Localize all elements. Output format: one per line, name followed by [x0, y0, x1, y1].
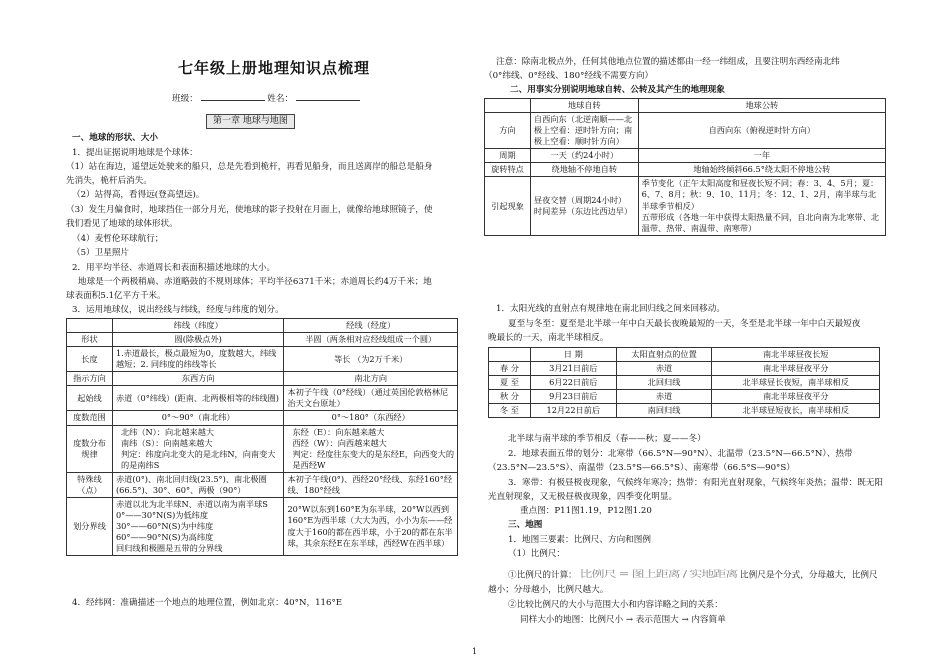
table-header-cell: 太阳直射点的位置 [616, 348, 712, 362]
solstice-equinox-table [488, 347, 880, 418]
table-cell: 20°W以东到160°E为东半球，20°W以西到160°E为西半球（大大为西，小小为东——经度大于160的都在西半球，小于20的都在东半球，其余东经E在东半球，西经W在西半球） [284, 497, 458, 555]
text-line: 先消失，桅杆后消失。 [66, 176, 152, 186]
row-label: 秋 分 [489, 390, 531, 404]
table-cell: 赤道（0°纬线）(距南、北两极相等的纬线圈) [112, 386, 284, 411]
name-blank [296, 92, 360, 101]
table-cell: 南北半球昼夜平分 [712, 362, 880, 376]
table-cell: 东经（E）：向东越来越大 西经（W）：向西越来越大 判定：经度往东变大的是东经E，向西变大的是西经W [284, 425, 458, 472]
table-cell: 北纬（N）：向北越来越大 南纬（S）：向南越来越大 判定：纬度向北变大的是北纬N，向南变大的是南纬S [112, 425, 284, 472]
text-line: 北半球与南半球的季节相反（春——秋；夏——冬） [508, 434, 706, 444]
text-line: 2．地球表面五带的划分：北寒带（66.5°N—90°N）、北温带（23.5°N—66.5°N）、热带 [508, 449, 853, 459]
table-header-cell: 地球公转 [638, 99, 885, 113]
page-title: 七年级上册地理知识点梳理 [178, 59, 371, 77]
text-line: 越小；分母越小，比例尺越大。 [488, 585, 609, 595]
text-line: 注意：除南北极点外，任何其他地点位置的描述都由一经一纬组成，且要注明东西经南北纬 [496, 57, 840, 67]
table-cell: 0°～180°（东西经） [284, 411, 458, 425]
text-line: 4．经纬网：准确描述一个地点的地理位置，例如北京：40°N，116°E [72, 598, 343, 608]
table-cell: 南北半球昼夜平分 [712, 390, 880, 404]
table-cell: 本初子午线（0°经线）（通过英国伦敦格林尼治天文台原址） [284, 386, 458, 411]
text-line: 1．提出证据说明地球是个球体： [72, 148, 198, 158]
text-line: 3．寒带：有极昼极夜现象，气候终年寒冷；热带：有阳光直射现象，气候终年炎热；温带：既无阳 [508, 478, 884, 488]
table-row [67, 347, 458, 372]
section-heading-3: 三、地图 [508, 520, 543, 530]
text-line: 重点图：P11图1.19，P12图1.20 [520, 506, 652, 516]
name-label: 姓名： [267, 94, 294, 104]
text-line: （23.5°N—23.5°S）、南温带（23.5°S—66.5°S）、南寒带（66.5°S—90°S） [488, 463, 795, 473]
class-name-line [172, 92, 360, 105]
table-cell [67, 319, 113, 333]
table-cell: 南回归线 [616, 404, 712, 418]
table-row [67, 472, 458, 497]
table-row [67, 411, 458, 425]
scale-calc-text: 比例尺是个分式，分母越大，比例尺 [740, 570, 878, 581]
text-line: （1）比例尺： [508, 549, 566, 559]
table-header-cell: 南北半球昼夜长短 [712, 348, 880, 362]
scale-calc-label: ①比例尺的计算： [508, 570, 577, 581]
text-line: 晚最长的一天，南北半球相反。 [488, 333, 609, 343]
table-cell [485, 99, 531, 113]
table-header-cell: 地球自转 [530, 99, 638, 113]
table-row [67, 333, 458, 347]
table-row [489, 390, 880, 404]
text-line: （3）发生月偏食时，地球挡住一部分月光，使地球的影子投射在月面上，就像给地球照镜子，使 [66, 205, 433, 215]
row-label: 方向 [485, 113, 531, 149]
table-cell: 东西方向 [112, 372, 284, 386]
table-row [485, 113, 886, 149]
text-line: 3．运用地球仪，说出经线与纬线，经度与纬度的划分。 [72, 305, 284, 315]
table-cell: 北回归线 [616, 376, 712, 390]
table-cell: 6月22日前后 [530, 376, 616, 390]
text-line: （4）麦哲伦环球航行； [72, 234, 164, 244]
row-label: 指示方向 [67, 372, 113, 386]
table-cell: 地轴始终倾斜66.5°绕太阳不停地公转 [638, 163, 885, 177]
scale-formula: 比例尺 = 图上距离 / 实地距离 [579, 569, 738, 580]
table-cell: 北半球昼长夜短，南半球相反 [712, 376, 880, 390]
table-cell [489, 348, 531, 362]
text-line: 我们看见了地球的球体形状。 [66, 219, 178, 229]
table-cell: 半圆（两条相对应经线组成一个圆） [284, 333, 458, 347]
table-cell: 0°～90°（南北纬） [112, 411, 284, 425]
table-cell: 季节变化（正午太阳高度和昼夜长短不同；春：3、4、5月；夏：6、7、8月；秋：9、10、11月；冬：12、1、2月，南半球与北半球季节相反） 五带形成（各地一年中获得太阳热量不同，自北向南为北寒带、北温带、热带、南温带、南寒带） [638, 177, 885, 235]
table-row [67, 386, 458, 411]
table-cell: 绕地轴不停地自转 [530, 163, 638, 177]
text-line: 夏至与冬至：夏至是北半球一年中白天最长夜晚最短的一天，冬至是北半球一年中白天最短夜 [508, 319, 861, 329]
table-header-cell: 纬线（纬度） [112, 319, 284, 333]
table-cell: 圆(除极点外) [112, 333, 284, 347]
table-cell: 赤道(0°)、南北回归线(23.5°)、南北极圈(66.5°)、30°、60°、两极（90°） [112, 472, 284, 497]
row-label: 冬 至 [489, 404, 531, 418]
table-cell: 昼夜交替（周期24小时） 时间差异（东边比西边早） [530, 177, 638, 235]
table-header-cell: 日 期 [530, 348, 616, 362]
table-cell: 赤道 [616, 362, 712, 376]
row-label: 形状 [67, 333, 113, 347]
row-label: 特殊线（点） [67, 472, 113, 497]
text-line [508, 566, 878, 584]
row-label: 起始线 [67, 386, 113, 411]
text-line: （0°纬线、0°经线、180°经线不需要方向） [484, 71, 654, 81]
row-label: 周期 [485, 149, 531, 163]
text-line: 地球是一个两极稍扁、赤道略鼓的不规则球体；平均半径6371千米；赤道周长约4万千米；地 [78, 277, 432, 287]
table-cell: 9月23日前后 [530, 390, 616, 404]
text-line: （5）卫星照片 [72, 248, 130, 258]
row-label: 夏 至 [489, 376, 531, 390]
table-cell: 3月21日前后 [530, 362, 616, 376]
table-row [489, 376, 880, 390]
table-cell: 等长 （为2万千米） [284, 347, 458, 372]
table-row [485, 163, 886, 177]
table-row [489, 404, 880, 418]
latitude-longitude-table [66, 318, 458, 556]
text-line: 1．地图三要素：比例尺、方向和图例 [508, 535, 651, 545]
text-line: （1）站在海边，遥望远处驶来的船只，总是先看到桅杆，再看见船身，而且送离岸的船总是船身 [66, 162, 433, 172]
table-row [485, 149, 886, 163]
table-row [67, 372, 458, 386]
text-line: 1．太阳光线的直射点有规律地在南北回归线之间来回移动。 [496, 304, 725, 314]
section-heading-1: 一、地球的形状、大小 [72, 133, 158, 143]
table-header-cell: 经线（经度） [284, 319, 458, 333]
row-label: 划分界线 [67, 497, 113, 555]
text-line: （2）站得高，看得远(登高望远)。 [72, 190, 205, 200]
table-cell: 12月22日前后 [530, 404, 616, 418]
table-row [67, 425, 458, 472]
class-label: 班级： [172, 94, 198, 104]
table-cell: 北半球昼短夜长，南半球相反 [712, 404, 880, 418]
table-row [67, 497, 458, 555]
row-label: 度数范围 [67, 411, 113, 425]
class-blank [201, 92, 265, 101]
chapter-heading: 第一章 地球与地图 [206, 114, 295, 129]
table-cell: 一年 [638, 149, 885, 163]
section-heading-2: 二、用事实分别说明地球自转、公转及其产生的地理现象 [510, 85, 725, 95]
table-cell: 自西向东（俯视逆时针方向） [638, 113, 885, 149]
table-cell: 赤道 [616, 390, 712, 404]
table-row [485, 177, 886, 235]
table-cell: 1.赤道最长，极点最短为0，度数越大，纬线越短；2. 同纬度的纬线等长 [112, 347, 284, 372]
row-label: 引起现象 [485, 177, 531, 235]
table-row [489, 362, 880, 376]
table-cell: 本初子午线(0°)、西经20°经线、东经160°经线、180°经线 [284, 472, 458, 497]
rotation-revolution-table [484, 98, 886, 236]
table-cell: 南北方向 [284, 372, 458, 386]
row-label: 度数分布规律 [67, 425, 113, 472]
page-number: 1 [472, 647, 478, 656]
text-line: 2．用平均半径、赤道周长和表面积描述地球的大小。 [72, 263, 276, 273]
table-cell: 一天（约24小时） [530, 149, 638, 163]
table-cell: 赤道以北为北半球N、赤道以南为南半球S 0°——30°N(S)为低纬度 30°——60°N(S)为中纬度 60°——90°N(S)为高纬度 回归线和极圈是五带的分界线 [112, 497, 284, 555]
table-cell: 自西向东（北逆南顺——北极上空看：逆时针方向；南极上空看：顺时针方向） [530, 113, 638, 149]
text-line: 同样大小的地图：比例尺小 → 表示范围大 → 内容简单 [520, 615, 726, 625]
text-line: ②比较比例尺的大小与范围大小和内容详略之间的关系： [508, 600, 723, 610]
row-label: 春 分 [489, 362, 531, 376]
row-label: 长度 [67, 347, 113, 372]
row-label: 旋转特点 [485, 163, 531, 177]
text-line: 光直射现象，又无极昼极夜现象，四季变化明显。 [488, 492, 678, 502]
text-line: 球表面积5.1亿平方千米。 [66, 291, 166, 301]
